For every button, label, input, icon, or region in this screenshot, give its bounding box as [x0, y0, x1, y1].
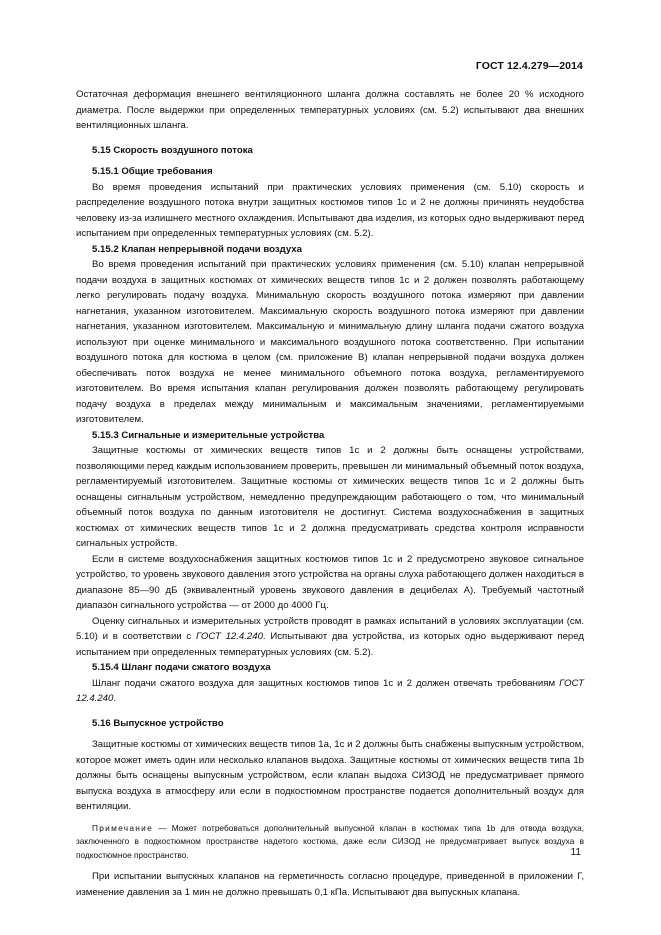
paragraph-5-15-3-b: Если в системе воздухоснабжения защитных костюмов типов 1с и 2 предусмотрено звуковое сигнальное устройство, то уровень звукового давления этого устройства на органы слуха работающего должен находиться в диапазоне 85—90 дБ (эквивалентный уровень звукового давления в децибелах А). Требуемый частотный диапазон сигнального устройства — от 2000 до 4000 Гц.: [76, 553, 584, 611]
section-heading-5-15-4: 5.15.4 Шланг подачи сжатого воздуха: [92, 662, 271, 673]
document-header: ГОСТ 12.4.279—2014: [475, 60, 583, 72]
document-body: [76, 87, 584, 900]
paragraph-5-15-3-a: Защитные костюмы от химических веществ типов 1с и 2 должны быть оснащены устройствами, позволяющими перед каждым использованием проверить, превышен ли минимальный объемный поток воздуха, регламентируемый изготовителем. Защитные костюмы от химических веществ типов 1с и 2 должны быть оснащены сигнальным устройством, немедленно предупреждающим работающего о том, что минимальный объемный поток воздуха по данным изготовителя не достигнут. Система воздухоснабжения в защитных костюмах от химических веществ типов 1с и 2 должна предусматривать средства контроля исправности сигнальных устройств.: [76, 445, 584, 549]
standard-reference: ГОСТ 12.4.240: [195, 631, 263, 642]
section-heading-5-15: 5.15 Скорость воздушного потока: [92, 144, 253, 156]
section-heading-5-15-3: 5.15.3 Сигнальные и измерительные устройства: [92, 429, 325, 441]
section-heading-5-15-1: 5.15.1 Общие требования: [92, 166, 213, 177]
paragraph-5-15-3-c: [76, 614, 584, 661]
standard-reference: ГОСТ 12.4.240: [76, 677, 584, 704]
paragraph-5-15-2: Во время проведения испытаний при практических условиях применения (см. 5.10) клапан непрерывной подачи воздуха в защитных костюмах от химических веществ типов 1с и 2 должен позволять работающему легко регулировать подачу воздуха. Минимальную скорость воздушного потока измеряют при давлении нагнетания, указанном изготовителем. Максимальную скорость воздушного потока измеряют при давлении нагнетания, указанном изготовителем. Максимальную и минимальную длину шланга подачи сжатого воздуха используют при оценке минимального и максимального воздушного потока соответственно. При испытании воздушного потока для костюма в целом (см. приложение В) клапан непрерывной подачи воздуха должен обеспечивать поток воздуха не менее минимального объемного потока воздуха, регламентируемого изготовителем. Во время испытания клапан регулирования должен позволять работающему регулировать подачу воздуха в пределах между минимальным и максимальным значениями, регламентируемыми изготовителем.: [76, 259, 584, 425]
paragraph-text: Шланг подачи сжатого воздуха для защитных костюмов типов 1с и 2 должен отвечать требованиям: [92, 677, 560, 689]
paragraph-text: . Испытывают два устройства, из которых одно выдерживают перед испытанием при определенных температурных условиях (см. 5.2).: [76, 631, 584, 658]
paragraph-text: Оценку сигнальных и измерительных устройств проводят в рамках испытаний в условиях эксплуатации (см. 5.10) и в соответствии с: [76, 615, 584, 642]
paragraph-text: .: [113, 693, 117, 704]
note-label: Примечание: [92, 822, 154, 833]
note-text: — Может потребоваться дополнительный выпускной клапан в костюмах типа 1b для отвода воздуха, заключенного в подкостюмном пространстве надетого костюма, даже если СИЗОД не предусматривает выпуск воздуха в подкостюмное пространство.: [76, 822, 584, 860]
section-heading-5-16: 5.16 Выпускное устройство: [92, 717, 224, 729]
paragraph-5-16: Защитные костюмы от химических веществ типов 1а, 1с и 2 должны быть снабжены выпускным устройством, которое может иметь один или несколько клапанов выдоха. Защитные костюмы от химических веществ типа 1b должны быть оснащены выпускным устройством, если клапан выдоха СИЗОД не предусматривает прямого выпуска воздуха в атмосферу или если в подкостюмном пространстве подается дополнительный воздух для вентиляции.: [76, 739, 584, 812]
paragraph-5-15-1: Во время проведения испытаний при практических условиях применения (см. 5.10) скорость и распределение воздушного потока внутри защитных костюмов типов 1с и 2 не должны причинять неудобства человеку из-за излишнего местного охлаждения. Испытывают два изделия, из которых одно выдерживают перед испытанием при определенных температурных условиях (см. 5.2).: [76, 181, 584, 239]
page-number: 11: [570, 847, 581, 858]
final-paragraph: При испытании выпускных клапанов на герметичность согласно процедуре, приведенной в приложении Г, изменение давления за 1 мин не должно превышать 0,1 кПа. Испытывают два выпускных клапана.: [76, 871, 584, 898]
paragraph-5-15-4: [76, 676, 584, 707]
note-paragraph: [76, 822, 584, 863]
intro-paragraph: Остаточная деформация внешнего вентиляционного шланга должна составлять не более 20 % исходного диаметра. После выдержки при определенных температурных условиях (см. 5.2) испытывают два внешних вентиляционных шланга.: [76, 89, 584, 131]
section-heading-5-15-2: 5.15.2 Клапан непрерывной подачи воздуха: [92, 243, 302, 255]
